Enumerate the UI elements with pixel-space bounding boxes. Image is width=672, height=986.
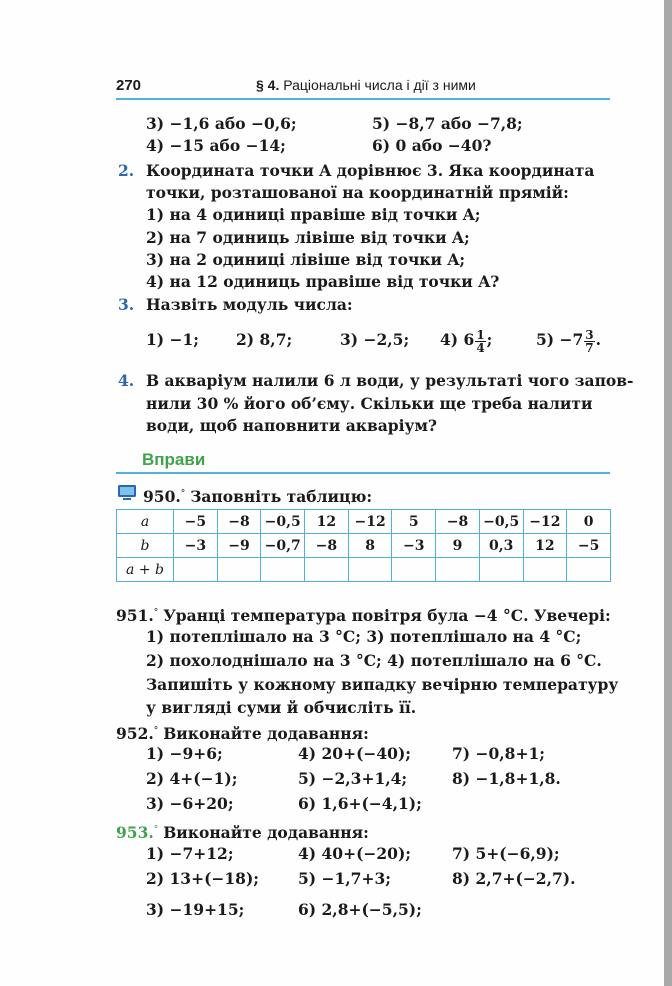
ex953-item: 4) 40+(−20); [298, 844, 412, 863]
row-label-b: b [117, 534, 174, 558]
ex951-heading [116, 603, 611, 626]
chapter-name: Раціональні числа і дії з ними [283, 77, 476, 93]
fraction [584, 329, 594, 354]
q3-item-1: 1) −1; [146, 330, 200, 349]
ex952-item: 6) 1,6+(−4,1); [298, 794, 422, 813]
ex953-item: 7) 5+(−6,9); [452, 844, 560, 863]
page-edge [664, 0, 672, 986]
ex951-line: 1) потеплішало на 3 °С; 3) потеплішало на 4 °С; [146, 627, 582, 646]
q2-line: Координата точки A дорівнює 3. Яка координата [146, 161, 595, 180]
cell-a: 12 [305, 510, 349, 534]
ex953-item: 1) −7+12; [146, 844, 234, 863]
q3-item-3: 3) −2,5; [340, 330, 410, 349]
empty-cell [392, 558, 436, 582]
punct: . [595, 330, 602, 349]
q3-item-4 [440, 322, 492, 358]
punct: ; [486, 330, 493, 349]
empty-cell [261, 558, 305, 582]
q2-line: 4) на 12 одиниць правіше від точки A? [146, 272, 500, 291]
ex952-heading [116, 721, 369, 744]
cell-b: −0,7 [261, 534, 305, 558]
cell-a: −5 [174, 510, 218, 534]
ex950-table [116, 509, 611, 582]
empty-cell [305, 558, 349, 582]
q3-item-2: 2) 8,7; [236, 330, 293, 349]
fraction [475, 329, 485, 354]
q4-line: нили 30 % його об’єму. Скільки ще треба налити [146, 394, 593, 413]
table-row-a [117, 510, 611, 534]
ex952-number: 952. [116, 724, 154, 744]
ex952-item: 5) −2,3+1,4; [298, 769, 408, 788]
fraction-numerator: 3 [585, 327, 594, 342]
q3-text: Назвіть модуль числа: [146, 295, 353, 314]
q2-line: 1) на 4 одиниці правіше від точки A; [146, 205, 481, 224]
q4-number: 4. [118, 371, 135, 390]
fraction-denominator: 7 [585, 340, 594, 355]
cell-a: −12 [348, 510, 392, 534]
cell-b: −5 [567, 534, 611, 558]
ex953-number: 953. [116, 823, 154, 843]
ex953-item: 2) 13+(−18); [146, 869, 260, 888]
q2-line: 3) на 2 одиниці лівіше від точки A; [146, 250, 466, 269]
ex951-number: 951. [116, 606, 154, 626]
empty-cell [567, 558, 611, 582]
cell-b: 8 [348, 534, 392, 558]
ex951-line: 2) похолоднішало на 3 °С; 4) потеплішало на 6 °С. [146, 651, 602, 670]
q1-option-5: 5) −8,7 або −7,8; [372, 114, 523, 133]
ex953-item: 8) 2,7+(−2,7). [452, 869, 576, 888]
cell-a: 0 [567, 510, 611, 534]
ex950-heading [143, 484, 372, 507]
cell-a: −8 [436, 510, 480, 534]
fraction-denominator: 4 [476, 340, 485, 355]
header-rule [116, 98, 610, 100]
cell-b: 9 [436, 534, 480, 558]
ex952-item: 4) 20+(−40); [298, 744, 412, 763]
q3-number: 3. [118, 295, 135, 314]
q1-option-4: 4) −15 або −14; [146, 136, 286, 155]
q2-line: точки, розташованої на координатній прямій: [146, 183, 569, 202]
difficulty-mark: ° [180, 489, 186, 499]
computer-icon [117, 484, 137, 502]
empty-cell [523, 558, 567, 582]
ex952-item: 7) −0,8+1; [452, 744, 545, 763]
cell-a: −8 [217, 510, 261, 534]
cell-a: −0,5 [479, 510, 523, 534]
exercises-title: Вправи [142, 450, 206, 469]
chapter-title [256, 77, 476, 93]
row-label-a: a [117, 510, 174, 534]
ex952-item: 2) 4+(−1); [146, 769, 238, 788]
cell-a: −0,5 [261, 510, 305, 534]
ex951-line: Запишіть у кожному випадку вечірню температуру [146, 675, 619, 694]
q2-number: 2. [118, 161, 135, 180]
difficulty-mark: ° [153, 825, 159, 835]
q2-line: 2) на 7 одиниць лівіше від точки A; [146, 228, 470, 247]
cell-a: −12 [523, 510, 567, 534]
cell-b: −9 [217, 534, 261, 558]
row-label-sum: a + b [117, 558, 174, 582]
q3-item-5 [536, 322, 601, 358]
empty-cell [217, 558, 261, 582]
q3-item-5-label: 5) −7 [536, 330, 584, 349]
empty-cell [436, 558, 480, 582]
cell-b: −3 [392, 534, 436, 558]
q4-line: води, щоб наповнити акваріум? [146, 416, 437, 435]
fraction-numerator: 1 [476, 327, 485, 342]
ex952-text: Виконайте додавання: [163, 724, 369, 744]
cell-b: −8 [305, 534, 349, 558]
page-header [116, 75, 610, 99]
q3-item-4-label: 4) 6 [440, 330, 475, 349]
ex951-line: у вигляді суми й обчисліть її. [146, 698, 417, 717]
ex953-heading [116, 820, 369, 843]
exercises-rule [116, 472, 610, 474]
ex953-item: 5) −1,7+3; [298, 869, 391, 888]
ex952-item: 8) −1,8+1,8. [452, 769, 561, 788]
difficulty-mark: ° [153, 726, 159, 736]
ex953-item: 3) −19+15; [146, 900, 245, 919]
cell-b: −3 [174, 534, 218, 558]
cell-a: 5 [392, 510, 436, 534]
cell-b: 0,3 [479, 534, 523, 558]
q4-line: В акваріум налили 6 л води, у результаті чого запов- [146, 371, 634, 390]
page-number: 270 [116, 77, 142, 94]
section-mark: § 4. [256, 77, 280, 93]
ex953-item: 6) 2,8+(−5,5); [298, 900, 422, 919]
q1-option-3: 3) −1,6 або −0,6; [146, 114, 297, 133]
ex951-line: Уранці температура повітря була −4 °С. Увечері: [163, 606, 611, 626]
table-row-sum [117, 558, 611, 582]
table-row-b [117, 534, 611, 558]
ex950-text: Заповніть таблицю: [190, 487, 373, 507]
ex950-number: 950. [143, 487, 181, 507]
empty-cell [479, 558, 523, 582]
empty-cell [174, 558, 218, 582]
empty-cell [348, 558, 392, 582]
q1-option-6: 6) 0 або −40? [372, 136, 492, 155]
exercises-heading [116, 448, 610, 474]
ex953-text: Виконайте додавання: [163, 823, 369, 843]
ex952-item: 3) −6+20; [146, 794, 234, 813]
difficulty-mark: ° [153, 608, 159, 618]
ex952-item: 1) −9+6; [146, 744, 223, 763]
cell-b: 12 [523, 534, 567, 558]
